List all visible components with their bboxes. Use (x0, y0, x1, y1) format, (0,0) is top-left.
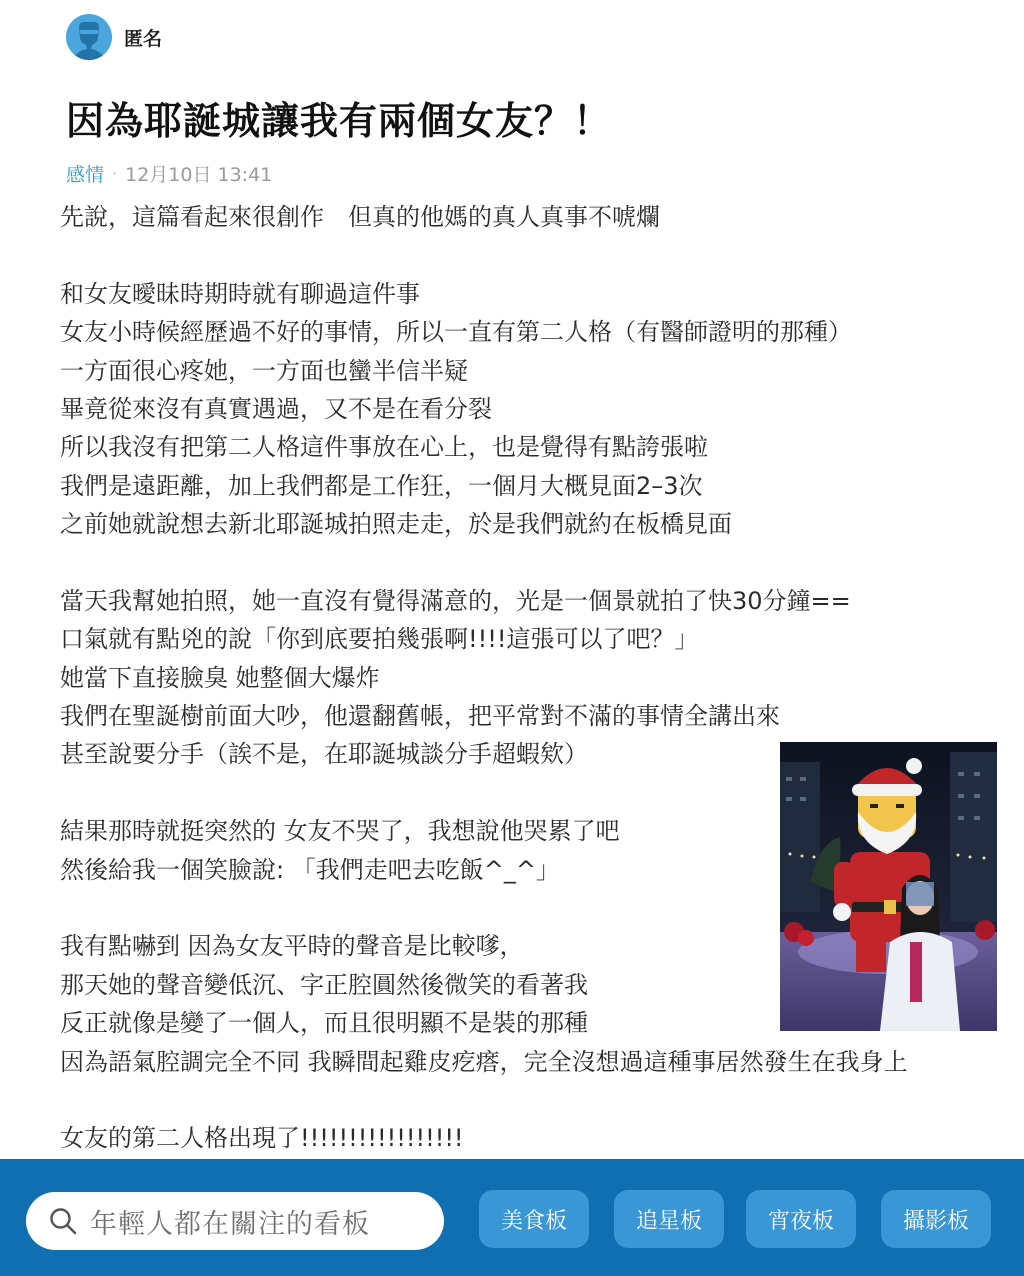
content-line: 結果那時就挺突然的 女友不哭了，我想說他哭累了吧 (60, 817, 620, 846)
board-chip-idol[interactable]: 追星板 (614, 1190, 724, 1248)
author-name[interactable]: 匿名 (124, 27, 163, 50)
content-line: 先說，這篇看起來很創作 但真的他媽的真人真事不唬爛 (60, 203, 660, 231)
content-line: 她當下直接臉臭 她整個大爆炸 (60, 663, 380, 692)
content-line: 所以我沒有把第二人格這件事放在心上，也是覺得有點誇張啦 (60, 433, 708, 462)
search-placeholder: 年輕人都在關注的看板 (90, 1208, 370, 1240)
content-line: 之前她就說想去新北耶誕城拍照走走，於是我們就約在板橋見面 (60, 510, 732, 539)
content-line: 一方面很心疼她，一方面也蠻半信半疑 (60, 356, 468, 385)
board-chip-food[interactable]: 美食板 (479, 1190, 589, 1248)
content-line: 我們是遠距離，加上我們都是工作狂，一個月大概見面2–3次 (60, 471, 703, 500)
board-search-box[interactable] (26, 1192, 444, 1250)
post-title: 因為耶誕城讓我有兩個女友？！ (66, 99, 613, 143)
content-line: 我有點嚇到 因為女友平時的聲音是比較嗲， (60, 932, 524, 961)
content-line: 反正就像是變了一個人，而且很明顯不是裝的那種 (60, 1009, 588, 1038)
search-icon (48, 1206, 78, 1236)
post-photo[interactable] (780, 742, 997, 1031)
board-chip-midnight-snack[interactable]: 宵夜板 (746, 1190, 856, 1248)
content-line: 甚至說要分手（誒不是，在耶誕城談分手超蝦欸） (60, 740, 588, 769)
content-line: 當天我幫她拍照，她一直沒有覺得滿意的，光是一個景就拍了快30分鐘== (60, 586, 851, 615)
content-line (60, 236, 1010, 274)
content-line: 那天她的聲音變低沉、字正腔圓然後微笑的看著我 (60, 970, 588, 999)
post-meta (66, 160, 272, 187)
content-line: 女友小時候經歷過不好的事情，所以一直有第二人格（有醫師證明的那種） (60, 318, 852, 347)
post-author[interactable] (66, 14, 162, 60)
bottom-navigation-bar (0, 1159, 1024, 1276)
post-time: 12月10日 13:41 (125, 164, 273, 186)
content-line: 畢竟從來沒有真實遇過，又不是在看分裂 (60, 394, 492, 423)
board-link[interactable]: 感情 (66, 164, 105, 186)
content-line: 然後給我一個笑臉說: 「我們走吧去吃飯^_^」 (60, 855, 560, 884)
content-line: 女友的第二人格出現了!!!!!!!!!!!!!!!!! (60, 1124, 464, 1153)
content-line: 口氣就有點兇的說「你到底要拍幾張啊!!!!這張可以了吧？」 (60, 625, 699, 654)
content-line: 我們在聖誕樹前面大吵，他還翻舊帳，把平常對不滿的事情全講出來 (60, 702, 780, 731)
anonymous-avatar-icon (66, 14, 112, 60)
meta-separator: · (112, 164, 118, 183)
content-line (60, 1081, 1010, 1119)
content-line (60, 544, 1010, 582)
board-chip-photography[interactable]: 攝影板 (881, 1190, 991, 1248)
content-line: 和女友曖昧時期時就有聊過這件事 (60, 279, 420, 308)
content-line: 因為語氣腔調完全不同 我瞬間起雞皮疙瘩，完全沒想過這種事居然發生在我身上 (60, 1047, 908, 1076)
